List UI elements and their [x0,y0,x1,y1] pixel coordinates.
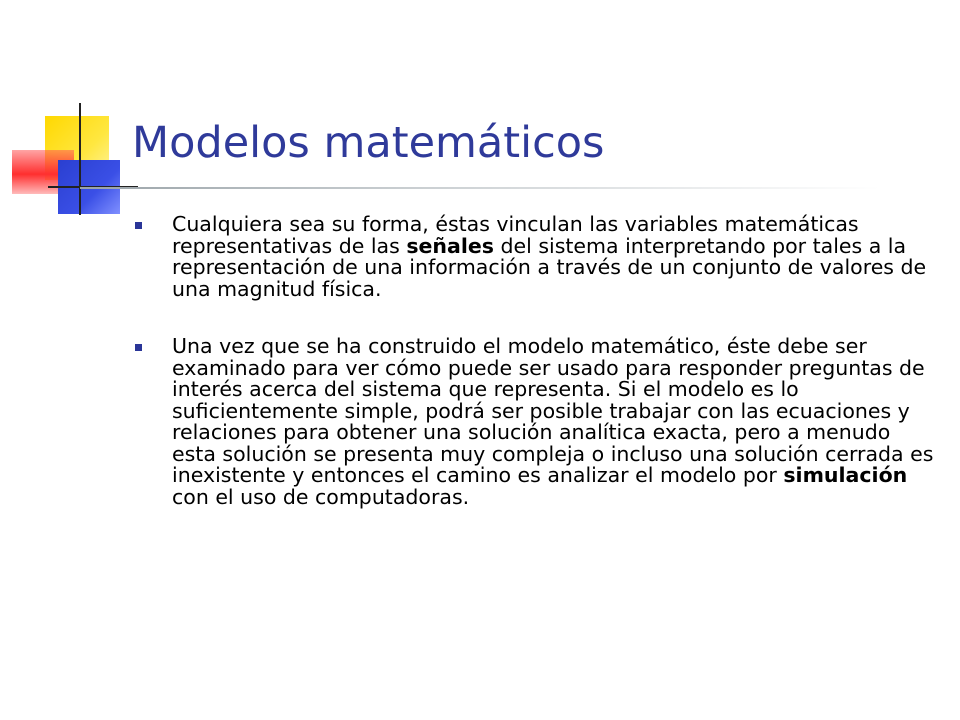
emphasis-text: señales [406,233,494,258]
slide-title: Modelos matemáticos [132,118,605,168]
decorative-logo [0,0,140,230]
bullet-paragraph-2 [135,336,935,508]
bullet-paragraph-1 [135,214,935,300]
paragraph-text: Cualquiera sea su forma, éstas vinculan las variables matemáticas representativas de las [172,212,859,258]
title-underline [80,187,880,189]
paragraph-text: del sistema interpretando por tales a la representación de una información a través de un conjunto de valores de una magnitud física. [172,233,927,301]
bullet-square-icon [135,222,142,229]
vertical-line-shape [79,103,81,215]
emphasis-text: simulación [783,463,908,487]
bullet-square-icon [135,344,142,351]
slide-body [135,214,935,544]
paragraph-text: Una vez que se ha construido el modelo matemático, éste debe ser examinado para ver cómo puede ser usado para responder preguntas de interés acerca del sistema que representa. Si el modelo es lo suficientemente simple, podrá ser posible trabajar con las ecuaciones y relaciones para obtener una solución analítica exacta, pero a menudo esta solución se presenta muy compleja o incluso una solución cerrada es inexistente y entonces el camino es analizar el modelo por [172,334,934,487]
paragraph-text: con el uso de computadoras. [172,484,470,509]
